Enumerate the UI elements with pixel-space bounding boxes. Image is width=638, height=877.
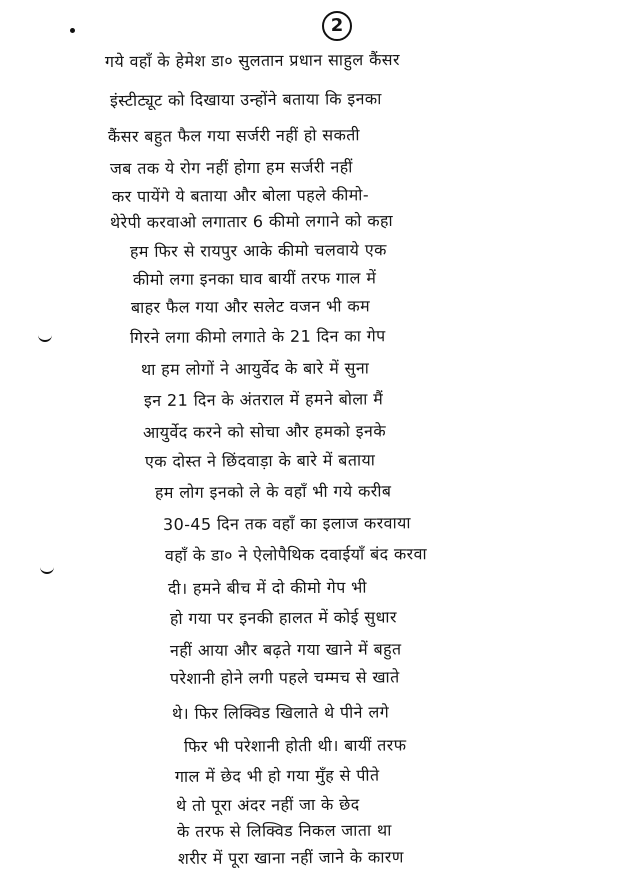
text-line: 30-45 दिन तक वहाँ का इलाज करवाया (162, 513, 411, 534)
text-line: फिर भी परेशानी होती थी। बायीं तरफ (183, 735, 407, 756)
text-line: शरीर में पूरा खाना नहीं जाने के कारण (177, 847, 404, 868)
text-line: बाहर फैल गया और सलेट वजन भी कम (130, 296, 371, 317)
text-line: गाल में छेद भी हो गया मुँह से पीते (174, 765, 380, 786)
text-line: हो गया पर इनकी हालत में कोई सुधार (169, 607, 397, 628)
text-line: नहीं आया और बढ़ते गया खाने में बहुत (169, 639, 402, 660)
text-line: जब तक ये रोग नहीं होगा हम सर्जरी नहीं (109, 157, 353, 178)
text-line: थे तो पूरा अंदर नहीं जा के छेद (175, 794, 360, 815)
page-number: 2 (322, 11, 352, 41)
text-line: इंस्टीट्यूट को दिखाया उन्होंने बताया कि इनका (109, 89, 382, 110)
text-line: थे। फिर लिक्विड खिलाते थे पीने लगे (171, 702, 390, 723)
corner-ink-dot (70, 28, 75, 33)
text-line: दी। हमने बीच में दो कीमो गेप भी (167, 577, 367, 598)
text-line: कीमो लगा इनका घाव बायीं तरफ गाल में (132, 268, 377, 289)
text-line: वहाँ के डा० ने ऐलोपैथिक दवाईयाँ बंद करवा (164, 544, 428, 565)
text-line: एक दोस्त ने छिंदवाड़ा के बारे में बताया (144, 450, 376, 471)
text-line: गिरने लगा कीमो लगाते के 21 दिन का गेप (129, 326, 386, 347)
text-line: कैंसर बहुत फैल गया सर्जरी नहीं हो सकती (107, 125, 360, 146)
margin-mark (38, 334, 52, 342)
margin-mark (40, 566, 54, 574)
text-line: हम फिर से रायपुर आके कीमो चलवाये एक (129, 240, 387, 261)
text-line: हम लोग इनको ले के वहाँ भी गये करीब (154, 481, 392, 502)
text-line: के तरफ से लिक्विड निकल जाता था (176, 820, 392, 841)
text-line: थेरेपी करवाओ लगातार 6 कीमो लगाने को कहा (109, 211, 394, 232)
text-line: इन 21 दिन के अंतराल में हमने बोला मैं (143, 389, 384, 410)
text-line: गये वहाँ के हेमेश डा० सुलतान प्रधान साहुल कैंसर (104, 49, 400, 71)
text-line: कर पायेंगे ये बताया और बोला पहले कीमो- (111, 185, 370, 206)
text-line: था हम लोगों ने आयुर्वेद के बारे में सुना (140, 358, 370, 379)
text-line: परेशानी होने लगी पहले चम्मच से खाते (169, 667, 400, 688)
text-line: आयुर्वेद करने को सोचा और हमको इनके (142, 421, 387, 442)
